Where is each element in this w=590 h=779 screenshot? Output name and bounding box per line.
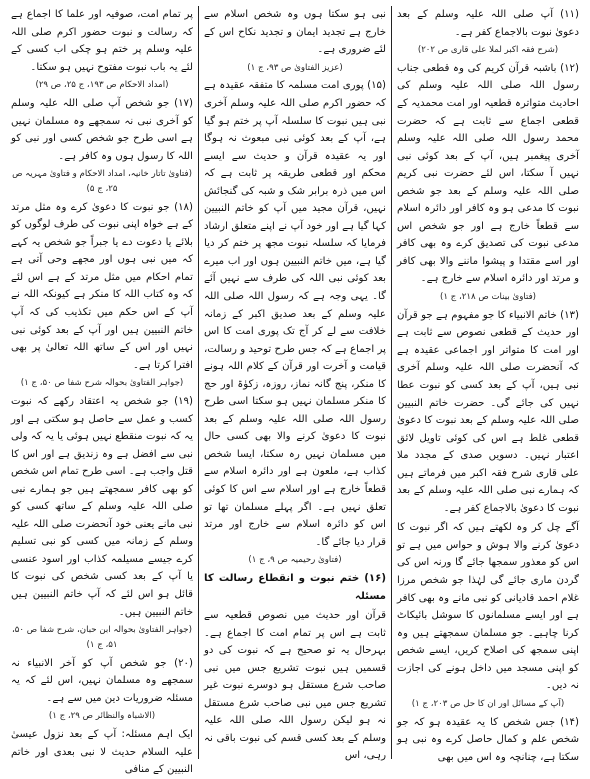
text-column-right [392,6,584,763]
paragraph: (۱۸) جو نبوت کا دعویٰ کرے وہ مثل مرتد کے ہے خواہ اپنی نبوت کی طرف لوگوں کو بلائے یا دعوت دے یا جبراً جو شخص یہ کہے کہ میں نبی ہوں اور مجھے وحی آتی ہے تمام احکام میں مثل مرتد کے ہے اس لئے کہ وہ کتاب اللہ کا منکر ہے کیونکہ اللہ نے آپ کے اس حکم میں تکذیب کی کہ آپ خاتم النبیین ہیں اور آپ کے بعد کوئی نبی نہیں اور اس کے ساتھ اللہ تعالیٰ پر بھی افترا کرتا ہے۔ [11,201,193,371]
reference-citation: (آپ کے مسائل اور ان کا حل ص ۲۰۳، ج ۱) [411,698,565,709]
paragraph: (۱۴) جس شخص کا یہ عقیدہ ہو کہ جو شخص علم و کمال حاصل کرے وہ نبی ہو سکتا ہے، چنانچہ وہ اس میں بھی [397,716,579,763]
reference-citation: (فتاویٰ رحیمیہ ص ۹، ج ۱) [248,555,342,566]
reference-citation: (فتاویٰ تاتار خانیہ، امداد الاحکام و فتاویٰ مہریہ ص ۲۵، ج ۵) [12,169,192,194]
paragraph: (۱۲) باشبہ قرآن کریم کی وہ قطعی جناب رسول اللہ صلی اللہ علیہ وسلم کی احادیث متواترہ قطعیہ اور امت محمدیہ کے قطعی اجماع سے ثابت ہے کہ حضرت محمد رسول اللہ صلی اللہ علیہ وسلم آخری پیغمبر ہیں، آپ کے بعد کوئی نبی نہیں آ سکتا، اس لئے حضرت نبی کریم صلی اللہ علیہ وسلم کے بعد جو شخص نبوت کا مدعی ہو وہ کافر اور دائرہ اسلام سے قطعاً خارج ہے اور جو شخص اس مدعی نبوت کی تصدیق کرے وہ بھی کافر اور اسے مقتدا و پیشوا ماننے والا بھی کافر و مرتد اور دائرہ اسلام سے خارج ہے۔ [397,62,579,285]
paragraph: ایک اہم مسئلہ: آپ کے بعد نزول عیسیٰ علیہ السلام حدیث لا نبی بعدی اور خاتم النبیین کے منافی [11,729,193,776]
paragraph: قرآن اور حدیث میں نصوص قطعیہ سے ثابت ہے اس پر تمام امت کا اجماع ہے۔ بہرحال یہ تو صحیح ہے کہ نبوت کی دو قسمیں ہیں نبوت تشریع جس میں نبی صاحب شرع مستقل ہو دوسرے نبوت غیر تشریع جس میں نبی صاحب شرع مستقل نہ ہو لیکن رسول اللہ صلی اللہ علیہ وسلم کے بعد کسی قسم کی نبوت باقی نہ رہی، اس [204,610,386,762]
paragraph: (۱۵) پوری امت مسلمہ کا متفقہ عقیدہ ہے کہ حضور اکرم صلی اللہ علیہ وسلم آخری نبی ہیں نبوت کا سلسلہ آپ پر ختم ہو گیا ہے، آپ کے بعد کوئی نبی مبعوث نہ ہوگا اور یہ عقیدہ قرآن و حدیث سے ایسے محکم اور قطعی طریقہ پر ثابت ہے کہ اس میں ذرہ برابر شک و شبہ کی گنجائش نہیں، قرآن مجید میں آپ کو خاتم النبیین کہا گیا ہے اور خود آپ نے اپنے متعلق ارشاد فرمایا کہ سلسلہ نبوت مجھ پر ختم کر دیا گیا ہے، میں خاتم النبیین ہوں اور اب میرے بعد کوئی نبی اللہ کی طرف سے نہیں آئے گا۔ یہی وجہ ہے کہ رسول اللہ صلی اللہ علیہ وسلم کے بعد صدیق اکبر کے زمانہ خلافت سے لے کر آج تک پوری امت کا اس پر اجماع ہے کہ جس طرح توحید و رسالت، قیامت و آخرت اور قرآن کے کلام اللہ ہونے کا منکر، پنج گانہ نماز، روزہ، زکوٰۃ اور حج کا منکر مسلمان نہیں ہو سکتا اسی طرح رسول اللہ صلی اللہ علیہ وسلم کے بعد نبوت کا دعویٰ کرنے والا بھی کسی حال میں مسلمان نہیں رہ سکتا، ایسا شخص کذاب ہے، ملعون ہے اور دائرہ اسلام سے قطعاً خارج ہے اور اسلام سے اس کا کوئی تعلق نہیں ہے۔ اگر پہلے مسلمان تھا تو اس کو دائرہ اسلام سے خارج اور مرتد قرار دیا جائے گا۔ [204,80,386,548]
paragraph: (۱۷) جو شخص آپ صلی اللہ علیہ وسلم کو آخری نبی نہ سمجھے وہ مسلمان نہیں ہے اسی طرح جو شخص کسی اور نبی کو اللہ کا رسول ہوں وہ کافر ہے۔ [11,97,193,162]
paragraph: نبی ہو سکتا ہوں وہ شخص اسلام سے خارج ہے تجدید ایمان و تجدید نکاح اس کے لئے ضروری ہے۔ [204,9,386,56]
reference-citation: (شرح فقہ اکبر لملا علی قاری ص ۲۰۲) [417,45,559,56]
reference-citation: (امداد الاحکام ص ۱۹۳، ج ۲۵، ص ۲۹) [35,80,169,91]
section-heading: (۱۶) ختم نبوت و انقطاع رسالت کا مسئلہ [204,572,386,602]
text-column-left [6,6,198,776]
paragraph: (۲۰) جو شخص آپ کو آخر الانبیاء نہ سمجھے وہ مسلمان نہیں، اس لئے کہ یہ مسئلہ ضروریات دین میں سے ہے۔ [11,657,193,704]
reference-citation: (فتاویٰ بینات ص ۲۱۸، ج ۱) [439,291,537,302]
reference-citation: (جواہر الفتاویٰ بحوالہ ابن حبان، شرح شفا ص ۵۰، ۵۱، ج ۱) [12,625,192,650]
paragraph: (۱۱) آپ صلی اللہ علیہ وسلم کے بعد دعویٰ نبوت بالاجماع کفر ہے۔ [397,9,579,38]
reference-citation: (الاشباہ والنظائر ص ۲۹، ج ۱) [48,711,156,722]
paragraph: (۱۹) جو شخص یہ اعتقاد رکھے کہ نبوت کسب و عمل سے حاصل ہو سکتی ہے اور یہ کہ نبوت منقطع نہیں ہوئی یا یہ کہ ولی نبی سے افضل ہے وہ زندیق ہے اور اس کا قتل واجب ہے۔ اسی طرح تمام اس شخص کو بھی کافر سمجھتے ہیں جو ہمارے نبی صلی اللہ علیہ وسلم کے ساتھ کسی کو نبی مانے یعنی خود آنحضرت صلی اللہ علیہ وسلم کے زمانہ میں کسی کو نبی تسلیم کرے جیسے مسیلمہ کذاب اور اسود عنسی یا آپ کے بعد کسی شخص کی نبوت کا قائل ہو اس لئے کہ آپ خاتم النبیین ہیں خاتم النبیین ہیں۔ [11,395,193,618]
text-column-middle [199,6,391,762]
paragraph: آگے چل کر وہ لکھتے ہیں کہ اگر نبوت کا دعویٰ کرنے والا ہوش و حواس میں ہے تو اس کو معذور سمجھا جائے گا ورنہ اس کی گردن ماری جائے گی لہٰذا جو شخص مرزا غلام احمد قادیانی کو نبی مانے وہ بھی کافر ہے اور ایسے مسلمانوں کا سوشل بائیکاٹ کرنا چاہیے۔ جو مسلمان سمجھتے ہیں وہ اپنی سمجھ کی اصلاح کریں، ایسے شخص کو اپنی مسجد میں داخل ہونے کی اجازت نہ دیں۔ [397,522,579,692]
reference-citation: (عزیز الفتاویٰ ص ۹۳، ج ۱) [247,62,343,73]
paragraph: (۱۳) خاتم الانبیاء کا جو مفہوم ہے جو قرآن اور حدیث کے قطعی نصوص سے ثابت ہے اور امت کا متواتر اور اجماعی عقیدہ ہے کہ آنحضرت صلی اللہ علیہ وسلم آخری نبی ہیں، آپ کے بعد کسی کو نبوت عطا نہیں کی جائے گی۔ حضرت خاتم النبیین صلی اللہ علیہ وسلم کے بعد نبوت کا دعویٰ قطعی غلط ہے اس کی کوئی تاویل لائق اعتبار نہیں۔ دسویں صدی کے مجدد ملا علی قاری شرح فقہ اکبر میں فرماتے ہیں کہ ہمارے نبی صلی اللہ علیہ وسلم کے بعد نبوت کا دعویٰ بالاجماع کفر ہے۔ [397,309,579,514]
reference-citation: (جواہر الفتاویٰ بحوالہ شرح شفا ص ۵۰، ج ۱) [20,378,184,389]
paragraph: پر تمام امت، صوفیہ اور علما کا اجماع ہے کہ رسالت و نبوت حضور اکرم صلی اللہ علیہ وسلم پر ختم ہو چکی اب کسی کے لئے یہ باب نبوت مفتوح نہیں ہو سکتا۔ [11,9,193,73]
